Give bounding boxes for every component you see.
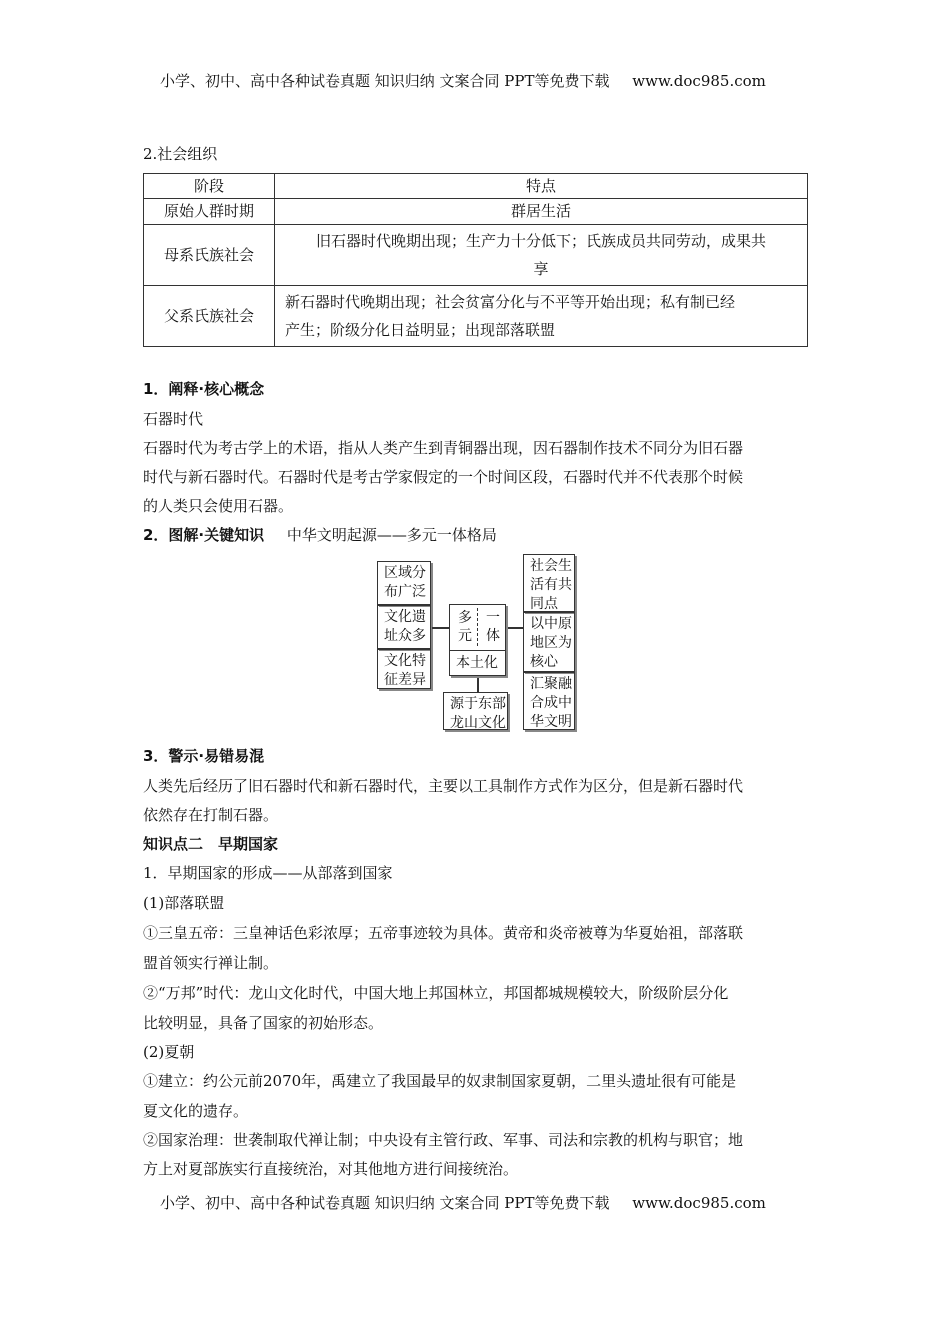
table-cell-stage: 父系氏族社会 [144,286,275,347]
table-cell-stage: 母系氏族社会 [144,225,275,286]
center-char: 体 [486,628,500,644]
knowledge2-sub1: 1．早期国家的形成——从部落到国家 [143,864,393,882]
box-line: 合成中 [530,695,572,711]
table-header-row [144,174,808,199]
table-cell-feature [275,286,808,347]
box-line: 以中原 [530,616,572,632]
knowledge2-item-line: ①建立：约公元前2070年，禹建立了我国最早的奴隶制国家夏朝，二里头遗址很有可能是 [143,1072,737,1090]
box-line: 活有共 [530,577,572,593]
feature-line: 新石器时代晚期出现；社会贫富分化与不平等开始出现；私有制已经 [285,293,736,311]
knowledge2-item-line: ②“万邦”时代：龙山文化时代，中国大地上邦国林立，邦国都城规模较大，阶级阶层分化 [143,984,729,1002]
box-line: 核心 [530,654,558,670]
box-line: 文化特 [384,653,426,669]
feature-line: 享 [533,260,549,278]
box-line: 同点 [530,596,558,612]
diagram-subtitle: 中华文明起源——多元一体格局 [286,526,497,544]
knowledge2-heading: 知识点二 早期国家 [143,835,279,853]
right-box-core [523,612,575,672]
left-box-distribution [377,561,431,605]
warning-line: 人类先后经历了旧石器时代和新石器时代，主要以工具制作方式作为区分，但是新石器时代 [143,777,744,795]
page-footer [160,1192,766,1213]
section-title-social: 2.社会组织 [143,145,218,163]
box-line: 源于东部 [450,696,506,712]
left-box-features [377,649,431,689]
connector-right [506,627,523,629]
table-cell-stage: 原始人群时期 [144,199,275,225]
box-line: 社会生 [530,558,572,574]
concept-heading: 1．阐释·核心概念 [143,380,265,398]
social-table [143,173,808,347]
box-line: 龙山文化 [450,715,506,731]
center-char: 多 [458,610,472,626]
box-line: 汇聚融 [530,676,572,692]
box-line: 华文明 [530,714,572,730]
knowledge2-item-line: ②国家治理：世袭制取代禅让制；中央设有主管行政、军事、司法和宗教的机构与职官；地 [143,1131,744,1149]
table-row [144,286,808,347]
concept-line: 石器时代为考古学上的术语，指从人类产生到青铜器出现，因石器制作技术不同分为旧石器 [143,439,744,457]
center-char: 元 [458,628,472,644]
bottom-box-longshan [443,692,508,730]
knowledge2-item-line: 比较明显，具备了国家的初始形态。 [143,1014,384,1032]
footer-url[interactable]: www.doc985.com [632,1194,766,1212]
concept-line: 时代与新石器时代。石器时代是考古学家假定的一个时间区段，石器时代并不代表那个时候 [143,468,744,486]
table-row [144,225,808,286]
right-box-common [523,554,575,612]
box-line: 文化遗 [384,609,426,625]
right-box-merge [523,672,575,730]
center-bottom-label: 本土化 [456,655,498,671]
table-row [144,199,808,225]
footer-text: 小学、初中、高中各种试卷真题 知识归纳 文案合同 PPT等免费下载 [160,1194,610,1212]
concept-line: 的人类只会使用石器。 [143,497,294,515]
knowledge2-item-line: 夏文化的遗存。 [143,1102,249,1120]
diagram-heading-row [143,525,497,545]
feature-line: 群居生活 [510,202,571,220]
table-header-stage: 阶段 [144,174,275,199]
box-line: 征差异 [384,672,426,688]
table-header-feature: 特点 [275,174,808,199]
diagram-heading: 2．图解·关键知识 [143,526,265,544]
center-box [449,604,506,676]
table-cell-feature [275,199,808,225]
feature-line: 产生；阶级分化日益明显；出现部落联盟 [285,321,556,339]
box-line: 地区为 [530,635,572,651]
knowledge2-p1: (1)部落联盟 [143,894,225,912]
center-divider [477,608,478,646]
knowledge2-p2: (2)夏朝 [143,1043,195,1061]
knowledge2-item-line: 方上对夏部族实行直接统治，对其他地方进行间接统治。 [143,1160,519,1178]
table-cell-feature [275,225,808,286]
page-header [160,70,766,91]
left-box-sites [377,605,431,649]
connector-left [432,627,449,629]
box-line: 址众多 [384,628,426,644]
warning-line: 依然存在打制石器。 [143,806,279,824]
box-line: 布广泛 [384,584,426,600]
connector-bottom [477,676,479,692]
feature-line: 旧石器时代晚期出现；生产力十分低下；氏族成员共同劳动，成果共 [315,232,766,250]
header-url[interactable]: www.doc985.com [632,72,766,90]
center-separator [450,650,505,651]
center-char: 一 [486,610,500,626]
knowledge2-item-line: 盟首领实行禅让制。 [143,954,279,972]
knowledge2-item-line: ①三皇五帝：三皇神话色彩浓厚；五帝事迹较为具体。黄帝和炎帝被尊为华夏始祖，部落联 [143,924,744,942]
warning-heading: 3．警示·易错易混 [143,747,265,765]
concept-term: 石器时代 [143,410,204,428]
box-line: 区域分 [384,565,426,581]
header-text: 小学、初中、高中各种试卷真题 知识归纳 文案合同 PPT等免费下载 [160,72,610,90]
